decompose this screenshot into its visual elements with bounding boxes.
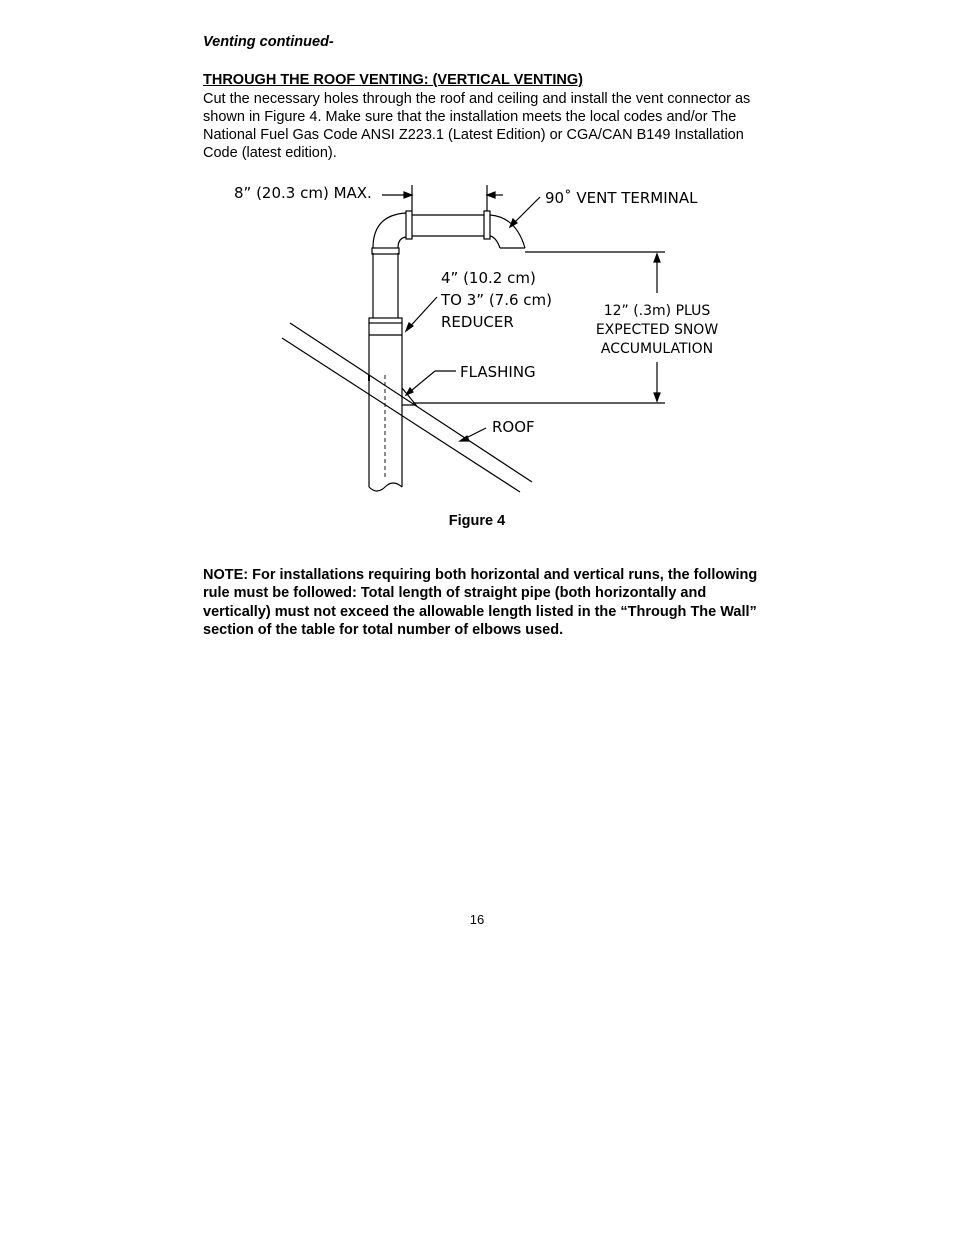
figure-caption: Figure 4	[448, 513, 506, 529]
section-body-paragraph: Cut the necessary holes through the roof and ceiling and install the vent connector as shown in Figure 4. Make sure that the installation meets the local codes and/or The National Fuel Gas Code ANSI Z223.1 (Latest Edition) or CGA/CAN B149 Installation Code (latest edition).	[203, 91, 751, 161]
note-paragraph: NOTE: For installations requiring both horizontal and vertical runs, the following rule must be followed: Total length of straight pipe (both horizontally and vertically) must not exceed the allowable length listed in the “Through The Wall” section of the table for total number of elbows used.	[203, 567, 758, 638]
roof-lines	[282, 323, 532, 492]
section-continued-label: Venting continued-	[203, 34, 334, 50]
max-dimension	[382, 185, 503, 211]
label-height-line1: 12” (.3m) PLUS	[603, 303, 711, 319]
label-roof: ROOF	[492, 418, 535, 436]
label-height-line3: ACCUMULATION	[600, 341, 714, 357]
vent-pipe	[369, 211, 525, 491]
label-vent-terminal: 90˚ VENT TERMINAL	[545, 189, 698, 207]
label-reducer-line1: 4” (10.2 cm)	[441, 269, 536, 287]
label-flashing: FLASHING	[460, 363, 536, 381]
label-reducer-line2: TO 3” (7.6 cm)	[441, 291, 553, 309]
page-number: 16	[469, 912, 485, 927]
section-heading: THROUGH THE ROOF VENTING: (VERTICAL VENTING)	[203, 72, 583, 88]
vent-diagram	[220, 175, 740, 500]
label-reducer-line3: REDUCER	[441, 313, 514, 331]
label-height-line2: EXPECTED SNOW	[595, 322, 719, 338]
label-max-offset: 8” (20.3 cm) MAX.	[234, 184, 372, 202]
